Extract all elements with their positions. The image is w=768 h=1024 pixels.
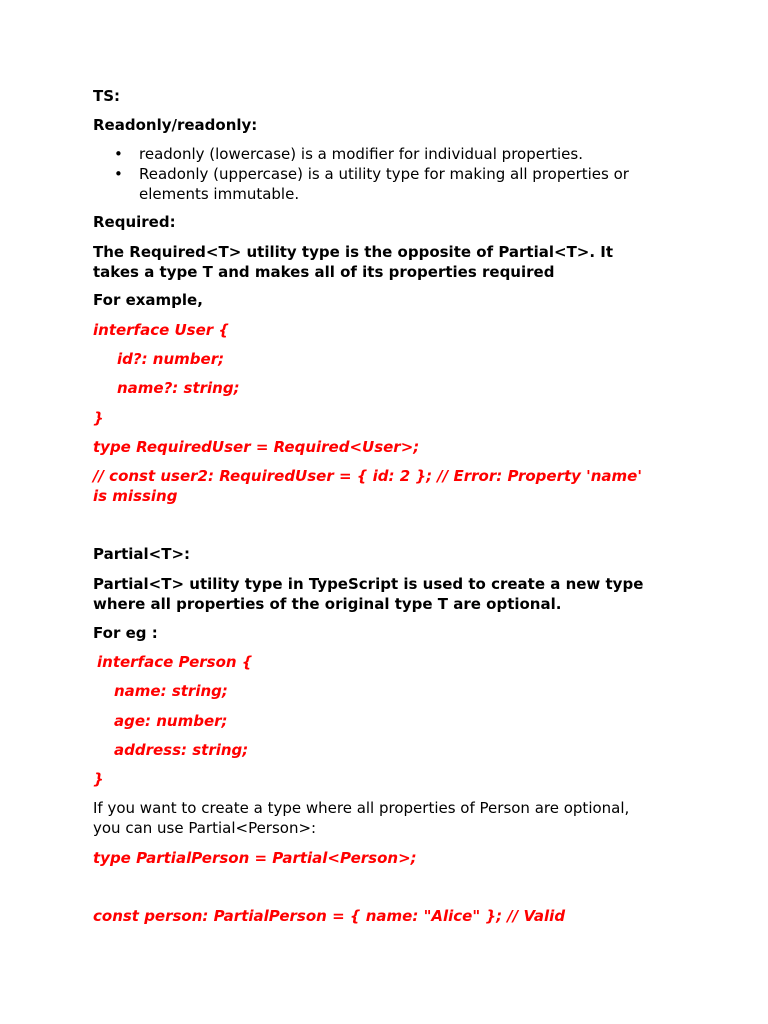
code-line: name: string; xyxy=(114,682,228,700)
partial-description-line-2: where all properties of the original type T are optional. xyxy=(93,595,562,613)
heading-required: Required: xyxy=(93,213,176,231)
required-description-line-2: takes a type T and makes all of its properties required xyxy=(93,263,555,281)
partial-description-line-1: Partial<T> utility type in TypeScript is used to create a new type xyxy=(93,575,644,593)
bullet-mark: • xyxy=(114,145,123,163)
code-line: type PartialPerson = Partial<Person>; xyxy=(93,849,417,867)
code-line: interface Person { xyxy=(97,653,253,671)
code-line: // const user2: RequiredUser = { id: 2 }; // Error: Property 'name' xyxy=(93,467,642,485)
code-line: name?: string; xyxy=(117,379,240,397)
code-line: } xyxy=(93,770,104,788)
code-line: type RequiredUser = Required<User>; xyxy=(93,438,420,456)
code-line: address: string; xyxy=(114,741,249,759)
heading-ts: TS: xyxy=(93,87,121,105)
bullet-text-line-2: elements immutable. xyxy=(139,185,300,203)
bullet-mark: • xyxy=(114,165,123,183)
code-line: age: number; xyxy=(114,712,228,730)
bullet-text: readonly (lowercase) is a modifier for individual properties. xyxy=(139,145,583,163)
heading-readonly: Readonly/readonly: xyxy=(93,116,258,134)
bullet-text-line-1: Readonly (uppercase) is a utility type for making all properties or xyxy=(139,165,629,183)
code-line: is missing xyxy=(93,487,178,505)
code-line: interface User { xyxy=(93,321,230,339)
for-eg-label: For eg : xyxy=(93,624,158,642)
code-line: } xyxy=(93,409,104,427)
code-line: const person: PartialPerson = { name: "Alice" }; // Valid xyxy=(93,907,566,925)
partial-paragraph-line-2: you can use Partial<Person>: xyxy=(93,819,317,837)
partial-paragraph-line-1: If you want to create a type where all properties of Person are optional, xyxy=(93,799,630,817)
heading-partial: Partial<T>: xyxy=(93,545,191,563)
required-description-line-1: The Required<T> utility type is the opposite of Partial<T>. It xyxy=(93,243,614,261)
for-example-label: For example, xyxy=(93,291,203,309)
code-line: id?: number; xyxy=(117,350,225,368)
